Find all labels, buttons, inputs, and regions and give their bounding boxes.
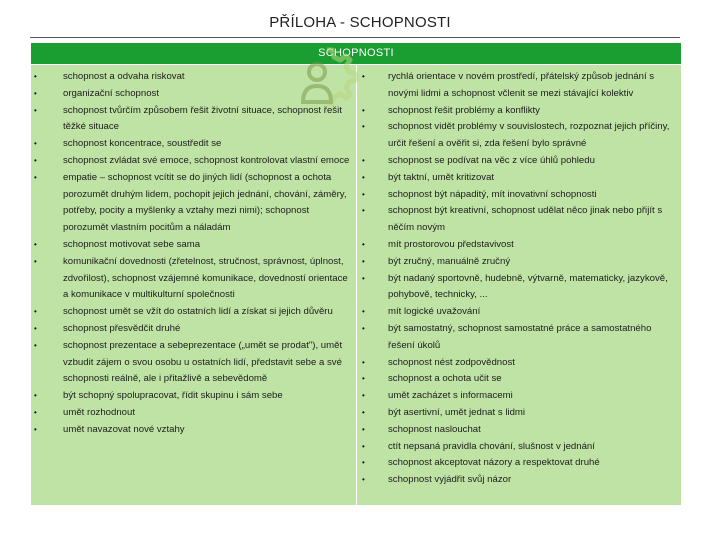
bullet-icon: • <box>362 239 365 249</box>
skill-text: schopnost akceptovat názory a respektovat druhé <box>388 457 600 469</box>
list-item <box>31 304 356 321</box>
skill-text: umět navazovat nové vztahy <box>63 423 185 435</box>
bullet-icon: • <box>34 72 37 81</box>
left-column <box>31 65 357 505</box>
bullet-icon: • <box>362 122 365 132</box>
table-body <box>31 65 681 505</box>
bullet-icon: • <box>362 475 365 485</box>
skill-text: být asertivní, umět jednat s lidmi <box>388 406 526 418</box>
list-item <box>357 388 681 405</box>
skill-text: umět zacházet s informacemi <box>388 390 513 402</box>
list-item <box>31 170 356 237</box>
skill-text: schopnost vidět problémy v souvislostech, rozpoznat jejich příčiny, určit řešení a ověřit si, zda řešení bylo správné <box>388 121 670 150</box>
list-item <box>357 170 681 187</box>
bullet-icon: • <box>34 323 37 333</box>
skill-text: schopnost být nápaditý, mít inovativní schopnosti <box>388 188 597 200</box>
list-item <box>357 405 681 422</box>
skill-text: schopnost přesvědčit druhé <box>63 322 181 334</box>
bullet-icon: • <box>362 323 365 333</box>
bullet-icon: • <box>362 424 365 434</box>
list-item <box>31 254 356 304</box>
skill-text: schopnost umět se vžít do ostatních lidí a získat si jejich důvěru <box>63 306 333 318</box>
skill-text: organizační schopnost <box>63 87 159 99</box>
bullet-icon: • <box>362 155 365 165</box>
bullet-icon: • <box>34 340 37 350</box>
skill-text: schopnost prezentace a sebeprezentace („umět se prodat"), umět vzbudit zájem o svou osobu u ostatních lidí, představit sebe a své schopnosti reálně, ale i přitažlivě a sebevědomě <box>63 339 343 385</box>
bullet-icon: • <box>362 172 365 182</box>
bullet-icon: • <box>34 139 37 149</box>
bullet-icon: • <box>362 273 365 283</box>
list-item <box>357 321 681 355</box>
skill-text: schopnost koncentrace, soustředit se <box>63 138 222 150</box>
bullet-icon: • <box>362 105 365 115</box>
bullet-icon: • <box>362 391 365 401</box>
skill-text: rychlá orientace v novém prostředí, přátelský způsob jednání s novými lidmi a schopnost včlenit se mezi stávající kolektiv <box>388 71 655 99</box>
skill-text: schopnost a odvaha riskovat <box>63 71 185 82</box>
list-item <box>357 271 681 305</box>
bullet-icon: • <box>362 189 365 199</box>
bullet-icon: • <box>362 256 365 266</box>
bullet-icon: • <box>34 256 37 266</box>
bullet-icon: • <box>34 88 37 98</box>
skill-text: schopnost tvůrčím způsobem řešit životní situace, schopnost řešit těžké situace <box>63 104 342 133</box>
list-item <box>31 388 356 405</box>
list-item <box>357 69 681 103</box>
skill-text: schopnost vyjádřit svůj názor <box>388 474 512 486</box>
right-column <box>357 65 681 505</box>
bullet-icon: • <box>362 441 365 451</box>
bullet-icon: • <box>34 424 37 434</box>
title-divider <box>30 37 680 38</box>
list-item <box>357 153 681 170</box>
skill-text: empatie – schopnost vcítit se do jiných lidí (schopnost a ochota porozumět druhým lidem, pochopit jejich jednání, chování, záměry, potřeby, pocity a myšlenky a vztahy mezi nimi); schopnost porozumět vlastním pocitům a náladám <box>63 171 347 234</box>
bullet-icon: • <box>362 307 365 317</box>
list-item <box>357 355 681 372</box>
bullet-icon: • <box>34 307 37 317</box>
list-item <box>357 237 681 254</box>
list-item <box>357 119 681 153</box>
list-item <box>357 422 681 439</box>
list-item <box>357 304 681 321</box>
list-item <box>31 153 356 170</box>
list-item <box>31 136 356 153</box>
bullet-icon: • <box>362 206 365 216</box>
list-item <box>357 439 681 456</box>
skill-text: být schopný spolupracovat, řídit skupinu i sám sebe <box>63 390 283 402</box>
list-item <box>357 371 681 388</box>
bullet-icon: • <box>34 172 37 182</box>
list-item <box>357 254 681 271</box>
skill-text: mít prostorovou představivost <box>388 238 514 250</box>
skill-text: schopnost zvládat své emoce, schopnost kontrolovat vlastní emoce <box>63 154 350 166</box>
list-item <box>357 187 681 204</box>
left-skill-list <box>31 69 356 439</box>
bullet-icon: • <box>362 374 365 384</box>
skill-text: schopnost naslouchat <box>388 423 481 435</box>
bullet-icon: • <box>362 72 365 81</box>
right-skill-list <box>357 69 681 489</box>
skill-text: schopnost být kreativní, schopnost udělat něco jinak nebo přijít s něčím novým <box>388 205 663 234</box>
skill-text: mít logické uvažování <box>388 306 481 318</box>
person-gear-icon <box>287 42 363 118</box>
list-item <box>31 237 356 254</box>
skill-text: komunikační dovednosti (zřetelnost, stručnost, správnost, úplnost, zdvořilost), schopnost vzájemné komunikace, dovedností orientace a komunikace v multikulturní společnosti <box>63 255 348 301</box>
list-item <box>357 472 681 489</box>
skill-text: ctít nepsaná pravidla chování, slušnost v jednání <box>388 440 595 452</box>
skill-text: schopnost a ochota učit se <box>388 373 502 385</box>
bullet-icon: • <box>34 105 37 115</box>
list-item <box>357 203 681 237</box>
skill-text: schopnost řešit problémy a konflikty <box>388 104 540 116</box>
bullet-icon: • <box>362 407 365 417</box>
skill-text: být samostatný, schopnost samostatné práce a samostatného řešení úkolů <box>388 322 652 351</box>
list-item <box>31 338 356 388</box>
bullet-icon: • <box>362 458 365 468</box>
skill-text: být taktní, umět kritizovat <box>388 171 495 183</box>
list-item <box>31 422 356 439</box>
page-title: PŘÍLOHA - SCHOPNOSTI <box>269 14 451 31</box>
bullet-icon: • <box>34 407 37 417</box>
skill-text: umět rozhodnout <box>63 406 135 418</box>
bullet-icon: • <box>362 357 365 367</box>
list-item <box>357 455 681 472</box>
skill-text: schopnost motivovat sebe sama <box>63 238 201 250</box>
list-item <box>31 321 356 338</box>
bullet-icon: • <box>34 239 37 249</box>
skill-text: být nadaný sportovně, hudebně, výtvarně, matematicky, jazykově, pohybově, technicky, ... <box>388 272 668 301</box>
list-item <box>31 405 356 422</box>
skill-text: schopnost nést zodpovědnost <box>388 356 515 368</box>
bullet-icon: • <box>34 391 37 401</box>
table-header: SCHOPNOSTI <box>31 43 681 64</box>
skill-text: být zručný, manuálně zručný <box>388 255 511 267</box>
skill-text: schopnost se podívat na věc z více úhlů pohledu <box>388 154 595 166</box>
list-item <box>357 103 681 120</box>
bullet-icon: • <box>34 155 37 165</box>
